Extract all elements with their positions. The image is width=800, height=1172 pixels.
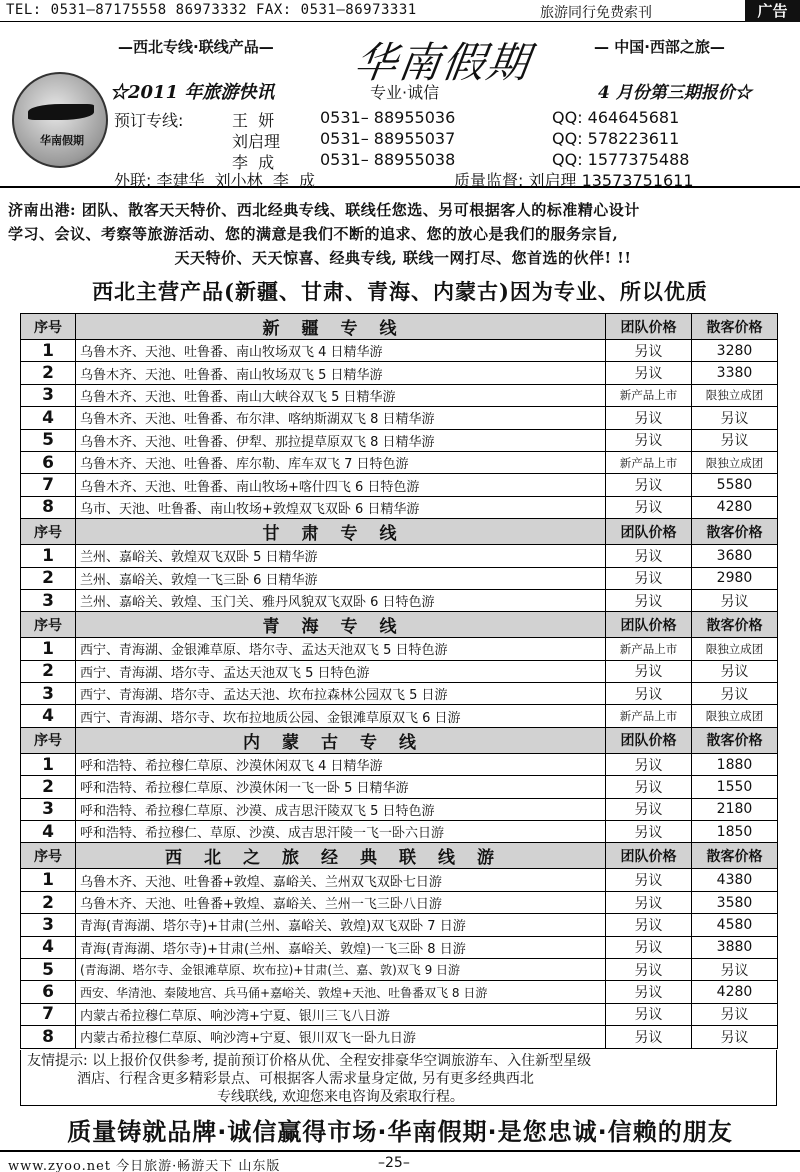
group-price-header: 团队价格 <box>606 519 692 545</box>
row-number: 7 <box>21 474 76 496</box>
single-price-header: 散客价格 <box>692 843 778 869</box>
table-row <box>21 567 778 589</box>
company-logo <box>12 72 108 168</box>
quality-supervision: 质量监督: 刘启理 13573751611 <box>454 171 694 190</box>
route-description: 乌市、天池、吐鲁番、南山牧场+敦煌双飞双卧 6 日精华游 <box>76 496 606 518</box>
row-number: 3 <box>21 798 76 820</box>
row-number: 3 <box>21 589 76 611</box>
row-number: 6 <box>21 981 76 1003</box>
footer <box>0 1150 800 1172</box>
intro-line: 天天特价、天天惊喜、经典专线, 联线一网打尽、您首选的伙伴! !! <box>174 249 632 267</box>
row-number: 4 <box>21 936 76 958</box>
table-row <box>21 451 778 473</box>
row-number: 3 <box>21 384 76 406</box>
route-description: 乌鲁木齐、天池、吐鲁番、南山牧场双飞 5 日精华游 <box>76 362 606 384</box>
route-description: 兰州、嘉峪关、敦煌双飞双卧 5 日精华游 <box>76 545 606 567</box>
row-number: 4 <box>21 821 76 843</box>
table-row <box>21 496 778 518</box>
ad-badge: 广告 <box>745 0 800 22</box>
route-description: 兰州、嘉峪关、敦煌一飞三卧 6 日精华游 <box>76 567 606 589</box>
section-no-label: 序号 <box>21 519 76 545</box>
table-row <box>21 429 778 451</box>
route-description: 西宁、青海湖、塔尔寺、坎布拉地质公园、金银滩草原双飞 6 日游 <box>76 705 606 727</box>
route-description: 呼和浩特、希拉穆仁草原、沙漠休闲一飞一卧 5 日精华游 <box>76 776 606 798</box>
group-price-header: 团队价格 <box>606 727 692 753</box>
row-number: 1 <box>21 869 76 891</box>
table-row <box>21 384 778 406</box>
group-price: 另议 <box>606 496 692 518</box>
group-price: 另议 <box>606 1003 692 1025</box>
fish-logo-icon <box>28 104 94 120</box>
row-number: 1 <box>21 753 76 775</box>
single-price: 4280 <box>692 981 778 1003</box>
group-price: 另议 <box>606 869 692 891</box>
group-price: 另议 <box>606 474 692 496</box>
group-price: 另议 <box>606 545 692 567</box>
contact-qq: QQ: 578223611 <box>552 129 680 148</box>
single-price: 3880 <box>692 936 778 958</box>
group-price: 另议 <box>606 340 692 362</box>
group-price: 另议 <box>606 429 692 451</box>
route-description: 内蒙古希拉穆仁草原、响沙湾+宁夏、银川双飞一卧九日游 <box>76 1026 606 1048</box>
group-price: 新产品上市 <box>606 638 692 660</box>
row-number: 2 <box>21 891 76 913</box>
row-number: 1 <box>21 638 76 660</box>
route-description: 西宁、青海湖、金银滩草原、塔尔寺、孟达天池双飞 5 日特色游 <box>76 638 606 660</box>
contact-qq: QQ: 464645681 <box>552 108 680 127</box>
booking-label: 预订专线: <box>114 111 184 130</box>
single-price: 另议 <box>692 1026 778 1048</box>
row-number: 5 <box>21 958 76 980</box>
contact-qq: QQ: 1577375488 <box>552 150 690 169</box>
free-catalog-label: 旅游同行免费索刊 <box>540 5 652 21</box>
route-description: 乌鲁木齐、天池、吐鲁番、南山大峡谷双飞 5 日精华游 <box>76 384 606 406</box>
group-price: 另议 <box>606 891 692 913</box>
route-description: 呼和浩特、希拉穆仁、草原、沙漠、成吉思汗陵一飞一卧六日游 <box>76 821 606 843</box>
single-price: 另议 <box>692 429 778 451</box>
notice-line: 酒店、行程含更多精彩景点、可根据客人需求量身定做, 另有更多经典西北 <box>77 1071 534 1087</box>
intro-line: 济南出港: 团队、散客天天特价、西北经典专线、联线任您选、另可根据客人的标准精心设计 <box>8 201 640 219</box>
row-number: 2 <box>21 776 76 798</box>
table-row <box>21 545 778 567</box>
table-row <box>21 981 778 1003</box>
table-row <box>21 1026 778 1048</box>
section-header-row <box>21 843 778 869</box>
route-description: 乌鲁木齐、天池、吐鲁番、布尔津、喀纳斯湖双飞 8 日精华游 <box>76 407 606 429</box>
group-price-header: 团队价格 <box>606 843 692 869</box>
table-row <box>21 869 778 891</box>
group-price: 另议 <box>606 362 692 384</box>
group-price: 新产品上市 <box>606 384 692 406</box>
section-header-row <box>21 727 778 753</box>
headline: 西北主营产品(新疆、甘肃、青海、内蒙古)因为专业、所以优质 <box>92 279 708 304</box>
price-table <box>20 313 778 1049</box>
footer-site: www.zyoo.net 今日旅游·畅游天下 山东版 <box>8 1159 281 1172</box>
row-number: 3 <box>21 683 76 705</box>
table-row <box>21 753 778 775</box>
route-description: 乌鲁木齐、天池、吐鲁番+敦煌、嘉峪关、兰州双飞双卧七日游 <box>76 869 606 891</box>
notice-line: 专线联线, 欢迎您来电咨询及索取行程。 <box>217 1089 464 1105</box>
single-price: 3380 <box>692 362 778 384</box>
single-price-header: 散客价格 <box>692 612 778 638</box>
contact-phone: 0531– 88955036 <box>320 108 456 127</box>
top-bar <box>0 0 800 22</box>
single-price: 1880 <box>692 753 778 775</box>
section-no-label: 序号 <box>21 727 76 753</box>
single-price: 4280 <box>692 496 778 518</box>
single-price: 4380 <box>692 869 778 891</box>
external-contacts: 外联: 李建华 刘小林 李 成 <box>114 171 315 190</box>
left-tagline: —西北专线·联线产品— <box>118 38 274 56</box>
row-number: 1 <box>21 545 76 567</box>
section-title: 新疆专线 <box>76 314 606 340</box>
contact-name: 王 妍 <box>232 111 275 130</box>
group-price: 另议 <box>606 1026 692 1048</box>
table-row <box>21 340 778 362</box>
group-price: 另议 <box>606 589 692 611</box>
route-description: 乌鲁木齐、天池、吐鲁番、南山牧场+喀什四飞 6 日特色游 <box>76 474 606 496</box>
single-price: 3680 <box>692 545 778 567</box>
section-title: 西北之旅经典联线游 <box>76 843 606 869</box>
group-price: 另议 <box>606 567 692 589</box>
row-number: 5 <box>21 429 76 451</box>
row-number: 8 <box>21 1026 76 1048</box>
right-tagline: — 中国·西部之旅— <box>594 38 725 56</box>
section-header-row <box>21 612 778 638</box>
row-number: 7 <box>21 1003 76 1025</box>
motto: 质量铸就品牌·诚信赢得市场·华南假期·是您忠诚·信赖的朋友 <box>67 1118 733 1146</box>
friendly-notice <box>20 1050 777 1106</box>
row-number: 2 <box>21 660 76 682</box>
route-description: 青海(青海湖、塔尔寺)+甘肃(兰州、嘉峪关、敦煌)一飞三卧 8 日游 <box>76 936 606 958</box>
section-header-row <box>21 314 778 340</box>
group-price: 另议 <box>606 407 692 429</box>
group-price: 新产品上市 <box>606 451 692 473</box>
page-number: –25– <box>378 1155 410 1171</box>
year-title: ☆2011 年旅游快讯 <box>110 82 275 103</box>
route-description: 内蒙古希拉穆仁草原、响沙湾+宁夏、银川三飞八日游 <box>76 1003 606 1025</box>
section-no-label: 序号 <box>21 612 76 638</box>
section-title: 青海专线 <box>76 612 606 638</box>
route-description: 乌鲁木齐、天池、吐鲁番、南山牧场双飞 4 日精华游 <box>76 340 606 362</box>
group-price-header: 团队价格 <box>606 314 692 340</box>
route-description: 乌鲁木齐、天池、吐鲁番、伊犁、那拉提草原双飞 8 日精华游 <box>76 429 606 451</box>
single-price: 1550 <box>692 776 778 798</box>
route-description: 西宁、青海湖、塔尔寺、孟达天池、坎布拉森林公园双飞 5 日游 <box>76 683 606 705</box>
single-price: 3280 <box>692 340 778 362</box>
row-number: 1 <box>21 340 76 362</box>
route-description: 呼和浩特、希拉穆仁草原、沙漠休闲双飞 4 日精华游 <box>76 753 606 775</box>
row-number: 2 <box>21 567 76 589</box>
contact-line: TEL: 0531–87175558 86973332 FAX: 0531–86973331 <box>6 2 417 18</box>
single-price: 另议 <box>692 589 778 611</box>
section-title: 甘肃专线 <box>76 519 606 545</box>
table-row <box>21 683 778 705</box>
logo-text: 华南假期 <box>40 134 84 147</box>
group-price: 另议 <box>606 981 692 1003</box>
table-row <box>21 914 778 936</box>
row-number: 6 <box>21 451 76 473</box>
single-price: 另议 <box>692 407 778 429</box>
single-price: 另议 <box>692 660 778 682</box>
single-price: 另议 <box>692 958 778 980</box>
route-description: (青海湖、塔尔寺、金银滩草原、坎布拉)+甘肃(兰、嘉、敦)双飞 9 日游 <box>76 958 606 980</box>
route-description: 乌鲁木齐、天池、吐鲁番、库尔勒、库车双飞 7 日特色游 <box>76 451 606 473</box>
single-price: 4580 <box>692 914 778 936</box>
single-price: 限独立成团 <box>692 384 778 406</box>
table-row <box>21 660 778 682</box>
single-price: 限独立成团 <box>692 638 778 660</box>
single-price: 2980 <box>692 567 778 589</box>
contact-phone: 0531– 88955037 <box>320 129 456 148</box>
table-row <box>21 589 778 611</box>
group-price: 另议 <box>606 683 692 705</box>
route-description: 兰州、嘉峪关、敦煌、玉门关、雅丹风貌双飞双卧 6 日特色游 <box>76 589 606 611</box>
issue-label: 4 月份第三期报价☆ <box>598 83 752 103</box>
table-row <box>21 776 778 798</box>
table-row <box>21 958 778 980</box>
single-price-header: 散客价格 <box>692 314 778 340</box>
group-price: 新产品上市 <box>606 705 692 727</box>
single-price: 1850 <box>692 821 778 843</box>
row-number: 8 <box>21 496 76 518</box>
group-price: 另议 <box>606 798 692 820</box>
table-row <box>21 1003 778 1025</box>
row-number: 2 <box>21 362 76 384</box>
group-price: 另议 <box>606 914 692 936</box>
single-price: 另议 <box>692 1003 778 1025</box>
contact-name: 李 成 <box>232 153 275 172</box>
header <box>0 22 800 188</box>
row-number: 4 <box>21 705 76 727</box>
contact-phone: 0531– 88955038 <box>320 150 456 169</box>
table-row <box>21 798 778 820</box>
group-price: 另议 <box>606 753 692 775</box>
route-description: 呼和浩特、希拉穆仁草原、沙漠、成吉思汗陵双飞 5 日特色游 <box>76 798 606 820</box>
row-number: 4 <box>21 407 76 429</box>
single-price: 3580 <box>692 891 778 913</box>
price-table-body <box>21 314 778 1049</box>
slogan: 专业·诚信 <box>370 83 440 102</box>
single-price-header: 散客价格 <box>692 519 778 545</box>
group-price-header: 团队价格 <box>606 612 692 638</box>
route-description: 青海(青海湖、塔尔寺)+甘肃(兰州、嘉峪关、敦煌)双飞双卧 7 日游 <box>76 914 606 936</box>
table-row <box>21 705 778 727</box>
single-price: 2180 <box>692 798 778 820</box>
table-row <box>21 936 778 958</box>
brand-title: 华南假期 <box>351 38 535 87</box>
route-description: 西安、华清池、秦陵地宫、兵马俑+嘉峪关、敦煌+天池、吐鲁番双飞 8 日游 <box>76 981 606 1003</box>
contact-name: 刘启理 <box>232 132 281 151</box>
single-price: 限独立成团 <box>692 451 778 473</box>
single-price: 限独立成团 <box>692 705 778 727</box>
section-header-row <box>21 519 778 545</box>
single-price: 5580 <box>692 474 778 496</box>
group-price: 另议 <box>606 776 692 798</box>
single-price: 另议 <box>692 683 778 705</box>
row-number: 3 <box>21 914 76 936</box>
group-price: 另议 <box>606 660 692 682</box>
table-row <box>21 821 778 843</box>
table-row <box>21 638 778 660</box>
table-row <box>21 407 778 429</box>
group-price: 另议 <box>606 821 692 843</box>
table-row <box>21 362 778 384</box>
notice-line: 友情提示: 以上报价仅供参考, 提前预订价格从优、全程安排豪华空调旅游车、入住新型星级 <box>27 1053 592 1069</box>
intro-line: 学习、会议、考察等旅游活动、您的满意是我们不断的追求、您的放心是我们的服务宗旨, <box>8 225 619 243</box>
table-row <box>21 474 778 496</box>
section-no-label: 序号 <box>21 843 76 869</box>
section-title: 内蒙古专线 <box>76 727 606 753</box>
intro <box>8 198 798 270</box>
single-price-header: 散客价格 <box>692 727 778 753</box>
group-price: 另议 <box>606 936 692 958</box>
route-description: 乌鲁木齐、天池、吐鲁番+敦煌、嘉峪关、兰州一飞三卧八日游 <box>76 891 606 913</box>
table-row <box>21 891 778 913</box>
section-no-label: 序号 <box>21 314 76 340</box>
route-description: 西宁、青海湖、塔尔寺、孟达天池双飞 5 日特色游 <box>76 660 606 682</box>
group-price: 另议 <box>606 958 692 980</box>
